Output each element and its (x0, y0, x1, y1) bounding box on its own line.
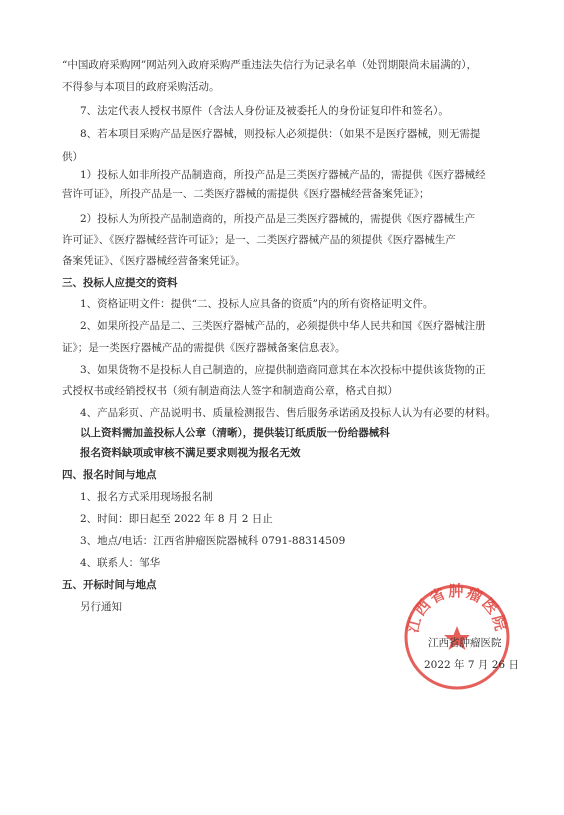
list-item: 另行通知 (80, 601, 122, 613)
section-heading-3: 三、投标人应提交的资料 (62, 277, 178, 289)
sub-item-1: 1）投标人如非所投产品制造商，所投产品是三类医疗器械产品的，需提供《医疗器械经 (80, 169, 486, 181)
list-item: 2、时间：即日起至 2022 年 8 月 2 日止 (80, 513, 273, 525)
list-item: 2、如果所投产品是二、三类医疗器械产品的，必须提供中华人民共和国《医疗器械注册 (80, 320, 486, 332)
para-line: 供） (62, 151, 83, 163)
para-line: 许可证》、《医疗器械经营许可证》；是一、二类医疗器械产品的须提供《医疗器械生产 (62, 234, 456, 246)
para-line: “中国政府采购网”网站列入政府采购严重违法失信行为记录名单（处罚期限尚未届满的）， (62, 59, 477, 71)
seal-text: 江西省肿瘤医院 (403, 582, 511, 635)
list-item: 3、如果货物不是投标人自己制造的，应提供制造商同意其在本次投标中提供该货物的正 (80, 364, 486, 376)
para-line: 证》；是一类医疗器械产品的需提供《医疗器械备案信息表》。 (62, 342, 346, 354)
sub-item-2: 2）投标人为所投产品制造商的，所投产品是三类医疗器械的，需提供《医疗器械生产 (80, 213, 476, 225)
section-heading-4: 四、报名时间与地点 (62, 469, 157, 481)
signature-org: 江西省肿瘤医院 (428, 637, 502, 649)
para-line: 式授权书或经销授权书（须有制造商法人签字和制造商公章，格式自拟） (62, 385, 398, 397)
list-item: 1、资格证明文件：提供“二、投标人应具备的资质”内的所有资格证明文件。 (80, 298, 434, 310)
section-heading-5: 五、开标时间与地点 (62, 579, 157, 591)
signature-date: 2022 年 7 月 26 日 (424, 659, 519, 671)
para-line: 备案凭证》、《医疗器械经营备案凭证》。 (62, 255, 246, 267)
para-line: 营许可证》，所投产品是一、二类医疗器械的需提供《医疗器械经营备案凭证》； (62, 188, 430, 200)
bold-notice: 以上资料需加盖投标人公章（清晰），提供装订纸质版一份给器械科 (80, 427, 390, 439)
item-8: 8、若本项目采购产品是医疗器械，则投标人必须提供：（如果不是医疗器械，则无需提 (80, 128, 481, 140)
item-7: 7、法定代表人授权书原件（含法人身份证及被委托人的身份证复印件和签名）。 (80, 105, 449, 117)
para-line: 不得参与本项目的政府采购活动。 (62, 81, 220, 93)
list-item: 4、产品彩页、产品说明书、质量检测报告、售后服务承诺函及投标人认为有必要的材料。 (80, 407, 497, 419)
list-item: 3、地点/电话：江西省肿瘤医院器械科 0791-88314509 (80, 535, 346, 547)
bold-notice: 报名资料缺项或审核不满足要求则视为报名无效 (80, 447, 301, 459)
list-item: 1、报名方式采用现场报名制 (80, 491, 213, 503)
list-item: 4、联系人：邹华 (80, 557, 161, 569)
